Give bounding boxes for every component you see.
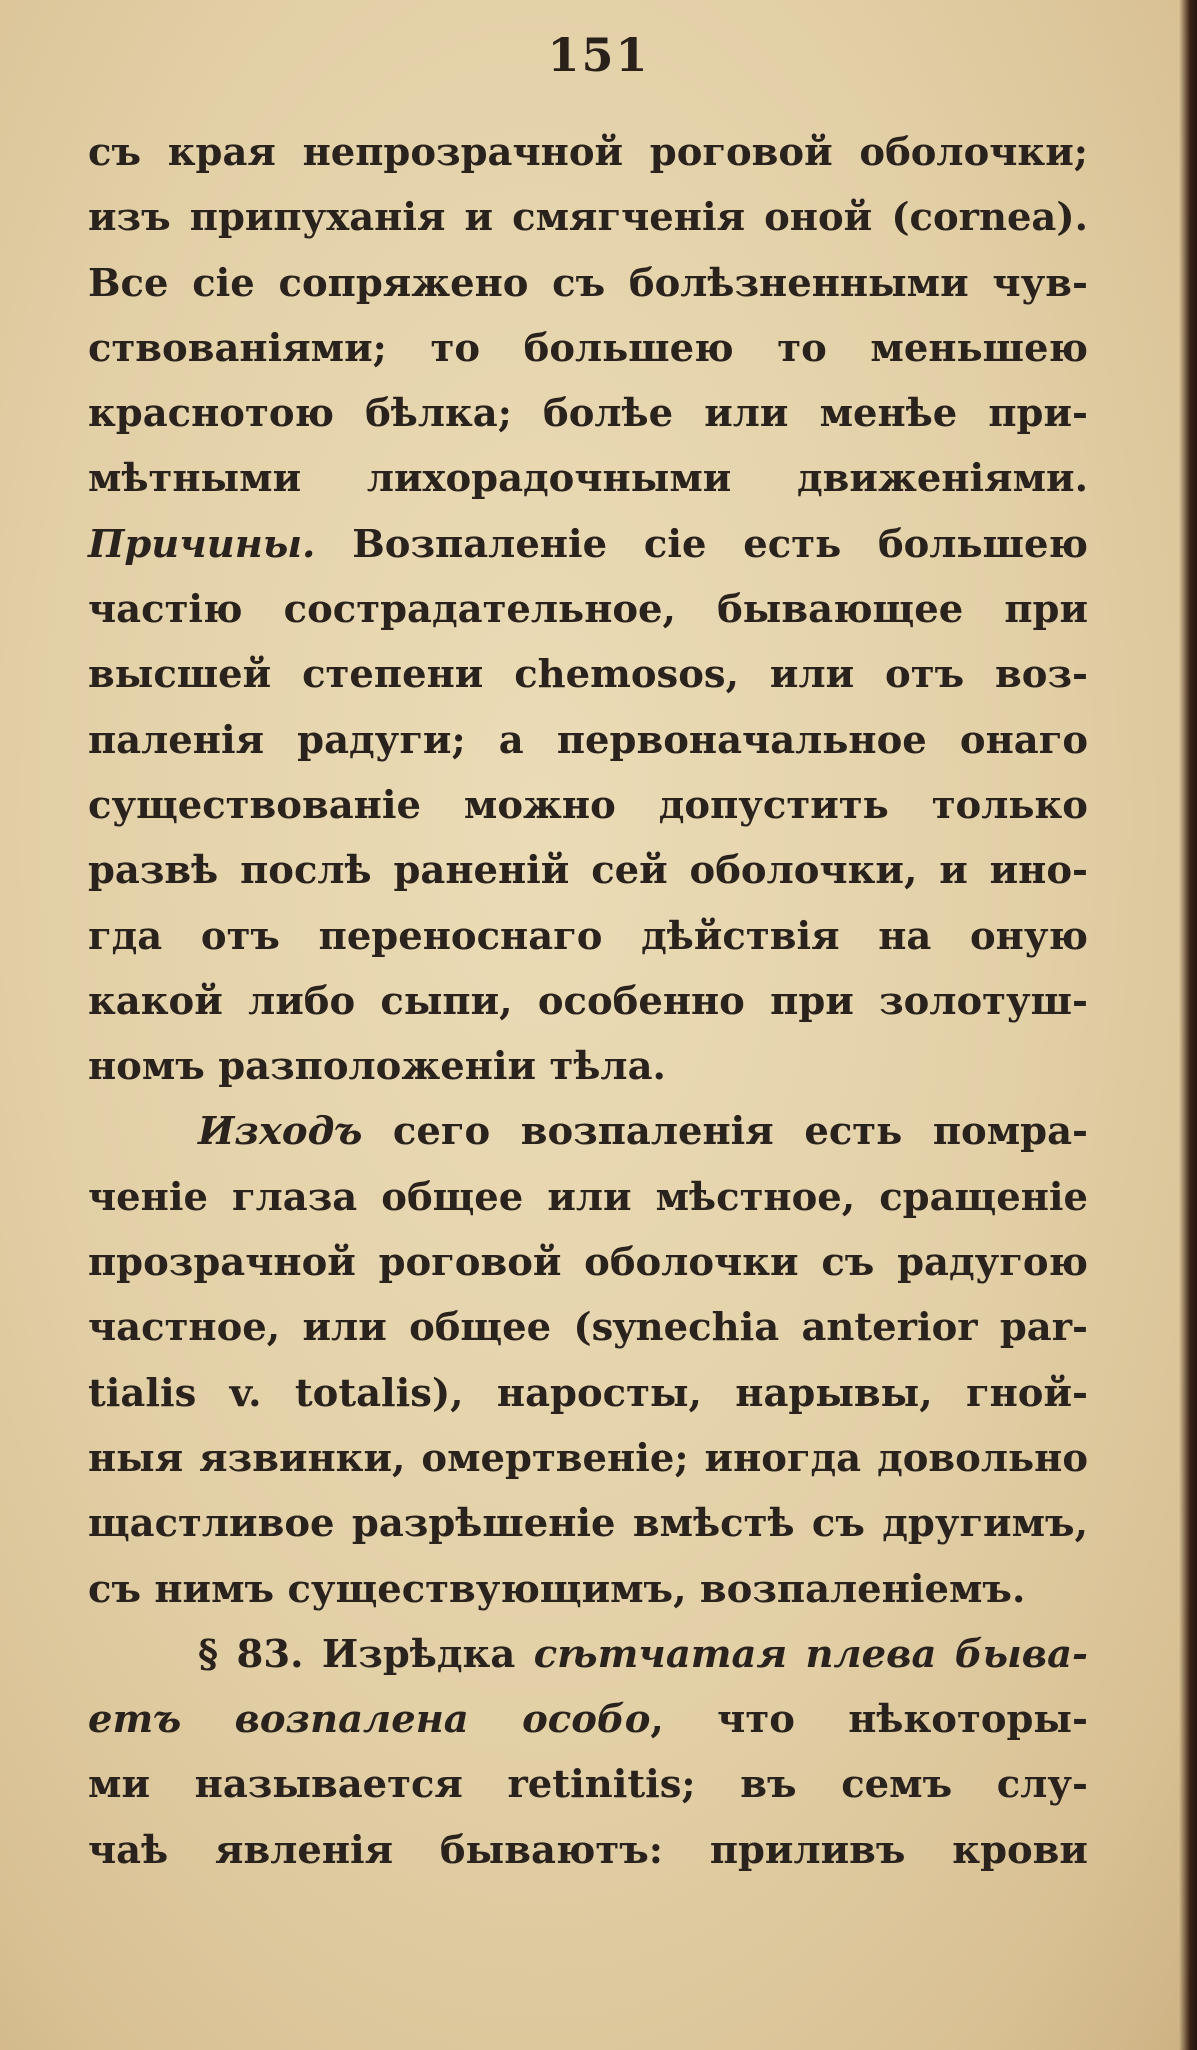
text-line bbox=[88, 708, 1088, 773]
paragraph bbox=[88, 1099, 1088, 1621]
text-segment: ми называется retinitis; въ семъ слу- bbox=[88, 1762, 1088, 1808]
text-line bbox=[88, 446, 1088, 511]
text-line bbox=[88, 1230, 1088, 1295]
text-segment: Все сіе сопряжено съ болѣзненными чув- bbox=[88, 260, 1088, 306]
italic-text: Причины. bbox=[88, 521, 316, 567]
text-segment: мѣтными лихорадочными движеніями. bbox=[88, 456, 1088, 502]
text-line bbox=[88, 969, 1088, 1034]
text-line bbox=[88, 1165, 1088, 1230]
text-segment: развѣ послѣ раненій сей оболочки, и ино- bbox=[88, 848, 1088, 894]
text-segment: ныя язвинки, омертвеніе; иногда довольно bbox=[88, 1435, 1088, 1481]
text-line bbox=[88, 1491, 1088, 1556]
text-line bbox=[88, 251, 1088, 316]
text-segment: частное, или общее (synechia anterior par- bbox=[88, 1305, 1088, 1351]
paragraph bbox=[88, 1622, 1088, 1883]
text-line bbox=[88, 773, 1088, 838]
text-line bbox=[88, 120, 1088, 185]
text-segment: , что нѣкоторы- bbox=[650, 1697, 1088, 1743]
text-segment: § 83. Изрѣдка bbox=[198, 1631, 534, 1677]
text-segment: съ края непрозрачной роговой оболочки; bbox=[88, 130, 1088, 175]
text-line bbox=[88, 1622, 1088, 1687]
text-segment: существованіе можно допустить только bbox=[88, 782, 1088, 828]
text-line bbox=[88, 1361, 1088, 1426]
text-segment: паленія радуги; а первоначальное онаго bbox=[88, 717, 1088, 763]
text-segment: гда отъ переноснаго дѣйствія на оную bbox=[88, 913, 1088, 959]
text-line bbox=[88, 512, 1088, 577]
text-segment: tialis v. totalis), наросты, нарывы, гной- bbox=[88, 1370, 1088, 1416]
text-line bbox=[88, 381, 1088, 446]
text-line bbox=[88, 904, 1088, 969]
text-line bbox=[88, 316, 1088, 381]
text-segment: какой либо сыпи, особенно при золотуш- bbox=[88, 978, 1088, 1024]
text-line bbox=[88, 838, 1088, 903]
text-line bbox=[88, 185, 1088, 250]
text-segment: высшей степени chemosos, или отъ воз- bbox=[88, 652, 1088, 698]
text-line bbox=[88, 1426, 1088, 1491]
text-segment: ствованіями; то большею то меньшею bbox=[88, 325, 1088, 371]
text-segment: Возпаленіе сіе есть большею bbox=[315, 521, 1088, 567]
text-segment: щастливое разрѣшеніе вмѣстѣ съ другимъ, bbox=[88, 1501, 1088, 1547]
text-segment: краснотою бѣлка; болѣе или менѣе при- bbox=[88, 391, 1088, 437]
italic-text: етъ возпалена особо bbox=[88, 1697, 651, 1743]
text-segment: изъ припуханія и смягченія оной (cornea). bbox=[88, 195, 1088, 241]
text-line bbox=[88, 1034, 1088, 1099]
text-line bbox=[88, 1687, 1088, 1752]
text-segment: номъ разположеніи тѣла. bbox=[88, 1044, 666, 1090]
italic-text: сѣтчатая плева быва- bbox=[533, 1631, 1088, 1677]
text-line bbox=[88, 1557, 1088, 1622]
text-segment: сего возпаленія есть помра- bbox=[362, 1109, 1088, 1155]
text-line bbox=[88, 642, 1088, 707]
text-line bbox=[88, 1818, 1088, 1883]
page-edge-shadow bbox=[1179, 0, 1197, 2050]
text-segment: ченіе глаза общее или мѣстное, сращеніе bbox=[88, 1174, 1088, 1220]
text-line bbox=[88, 1099, 1088, 1164]
body-text bbox=[88, 120, 1088, 1883]
text-segment: съ нимъ существующимъ, возпаленіемъ. bbox=[88, 1566, 1026, 1612]
text-line bbox=[88, 1295, 1088, 1360]
page-number: 151 bbox=[547, 28, 650, 82]
text-line bbox=[88, 577, 1088, 642]
text-segment: частію сострадательное, бывающее при bbox=[88, 587, 1088, 633]
italic-text: Изходъ bbox=[198, 1109, 363, 1155]
text-segment: прозрачной роговой оболочки съ радугою bbox=[88, 1240, 1088, 1286]
text-line bbox=[88, 1752, 1088, 1817]
paragraph bbox=[88, 120, 1088, 1099]
text-segment: чаѣ явленія бываютъ: приливъ крови bbox=[88, 1827, 1088, 1873]
